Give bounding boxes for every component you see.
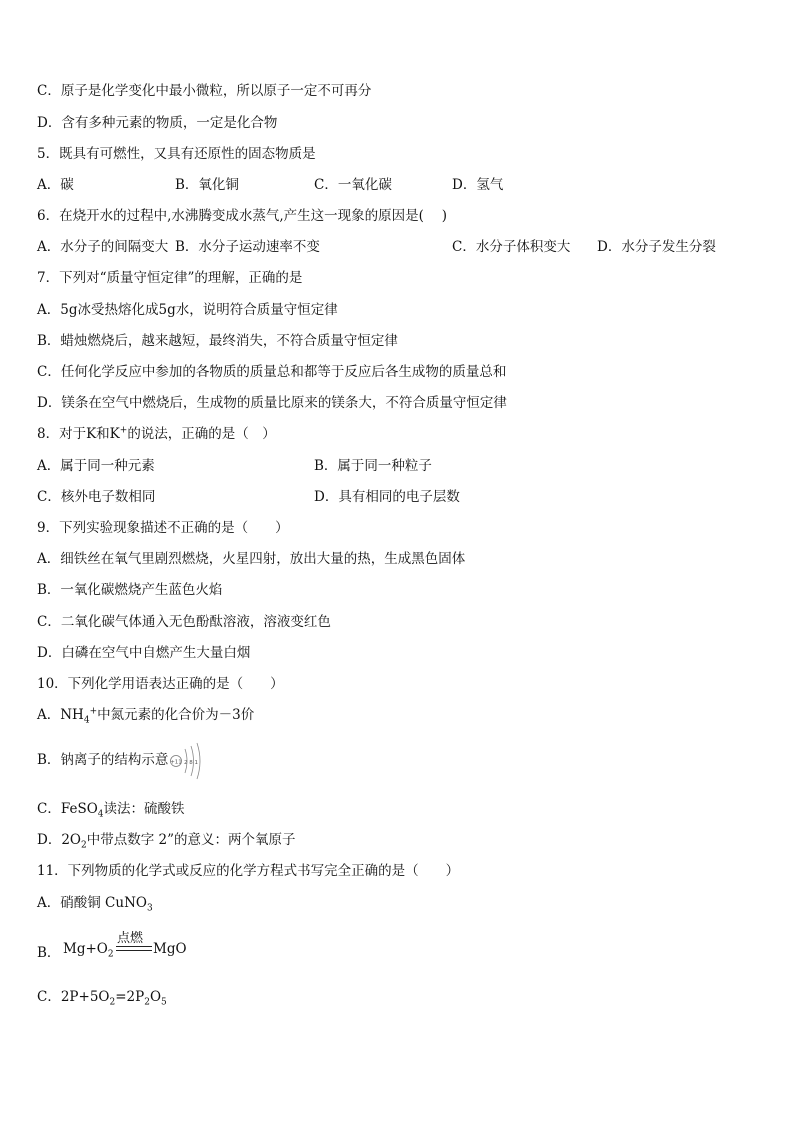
- q6-option-c: C．水分子体积变大: [452, 239, 571, 255]
- q6-stem: 6．在烧开水的过程中,水沸腾变成水蒸气,产生这一现象的原因是( ): [37, 208, 447, 224]
- svg-text:+11: +11: [170, 759, 183, 765]
- q8-stem: 8．对于K和K+的说法，正确的是（ ）: [37, 425, 276, 442]
- svg-text:2 8 1: 2 8 1: [184, 759, 199, 766]
- q5-stem: 5．既具有可燃性，又具有还原性的固态物质是: [37, 146, 316, 162]
- q9-option-c: C．二氧化碳气体通入无色酚酞溶液，溶液变红色: [37, 614, 331, 630]
- equation-double-bar-top: [116, 946, 152, 947]
- q11-option-b-label: B．: [37, 945, 61, 961]
- q10-option-d: D．$2O_2$中带点数字 2”的意义：两个氧原子: [37, 832, 296, 851]
- q8-option-b: B．属于同一种粒子: [314, 458, 432, 474]
- q10-stem: 10．下列化学用语表达正确的是（ ）: [37, 676, 284, 692]
- q5-option-b: B．氧化铜: [175, 177, 239, 193]
- q11-option-a: A．硝酸铜 CuNO$_3$: [37, 895, 153, 914]
- equation-reactants: $Mg+O_2$: [63, 941, 114, 960]
- q10-option-b: B．钠离子的结构示意 +11 2 8 1: [37, 740, 206, 781]
- q6-option-b: B．水分子运动速率不变: [175, 239, 320, 255]
- q9-option-a: A．细铁丝在氧气里剧烈燃烧，火星四射，放出大量的热，生成黑色固体: [37, 551, 466, 567]
- q5-option-d: D．氢气: [452, 177, 504, 193]
- q8-option-c: C．核外电子数相同: [37, 489, 156, 505]
- q4-option-d: D．含有多种元素的物质，一定是化合物: [37, 115, 278, 131]
- reaction-condition: 点燃: [117, 931, 144, 946]
- q8-option-a: A．属于同一种元素: [37, 458, 155, 474]
- q5-option-a: A．碳: [37, 177, 74, 193]
- q7-option-b: B．蜡烛燃烧后，越来越短，最终消失，不符合质量守恒定律: [37, 333, 398, 349]
- q8-option-d: D．具有相同的电子层数: [314, 489, 460, 505]
- sodium-ion-structure-diagram: [170, 741, 206, 781]
- q11-option-b-equation: [37, 927, 237, 967]
- q6-option-a: A．水分子的间隔变大: [37, 239, 169, 255]
- equation-product: MgO: [153, 941, 187, 957]
- q10-option-c: C．FeSO$_4$读法：硫酸铁: [37, 801, 185, 820]
- q10-option-a: A．$NH_4^+$中氮元素的化合价为－3价: [37, 706, 255, 726]
- q7-stem: 7．下列对“质量守恒定律”的理解，正确的是: [37, 270, 303, 286]
- q4-option-c: C．原子是化学变化中最小微粒，所以原子一定不可再分: [37, 83, 372, 99]
- q6-option-d: D．水分子发生分裂: [597, 239, 716, 255]
- q7-option-c: C．任何化学反应中参加的各物质的质量总和都等于反应后各生成物的质量总和: [37, 364, 507, 380]
- q9-option-b: B．一氧化碳燃烧产生蓝色火焰: [37, 582, 223, 598]
- equation-double-bar-bottom: [116, 950, 152, 951]
- q9-stem: 9．下列实验现象描述不正确的是（ ）: [37, 520, 289, 536]
- q7-option-d: D．镁条在空气中燃烧后，生成物的质量比原来的镁条大，不符合质量守恒定律: [37, 395, 507, 411]
- q5-option-c: C．一氧化碳: [314, 177, 392, 193]
- q9-option-d: D．白磷在空气中自燃产生大量白烟: [37, 645, 251, 661]
- q11-option-c: C．$2P+5O_2=2P_2O_5$: [37, 989, 167, 1008]
- q11-stem: 11．下列物质的化学式或反应的化学方程式书写完全正确的是（ ）: [37, 863, 460, 879]
- q7-option-a: A．5g冰受热熔化成5g水，说明符合质量守恒定律: [37, 302, 338, 318]
